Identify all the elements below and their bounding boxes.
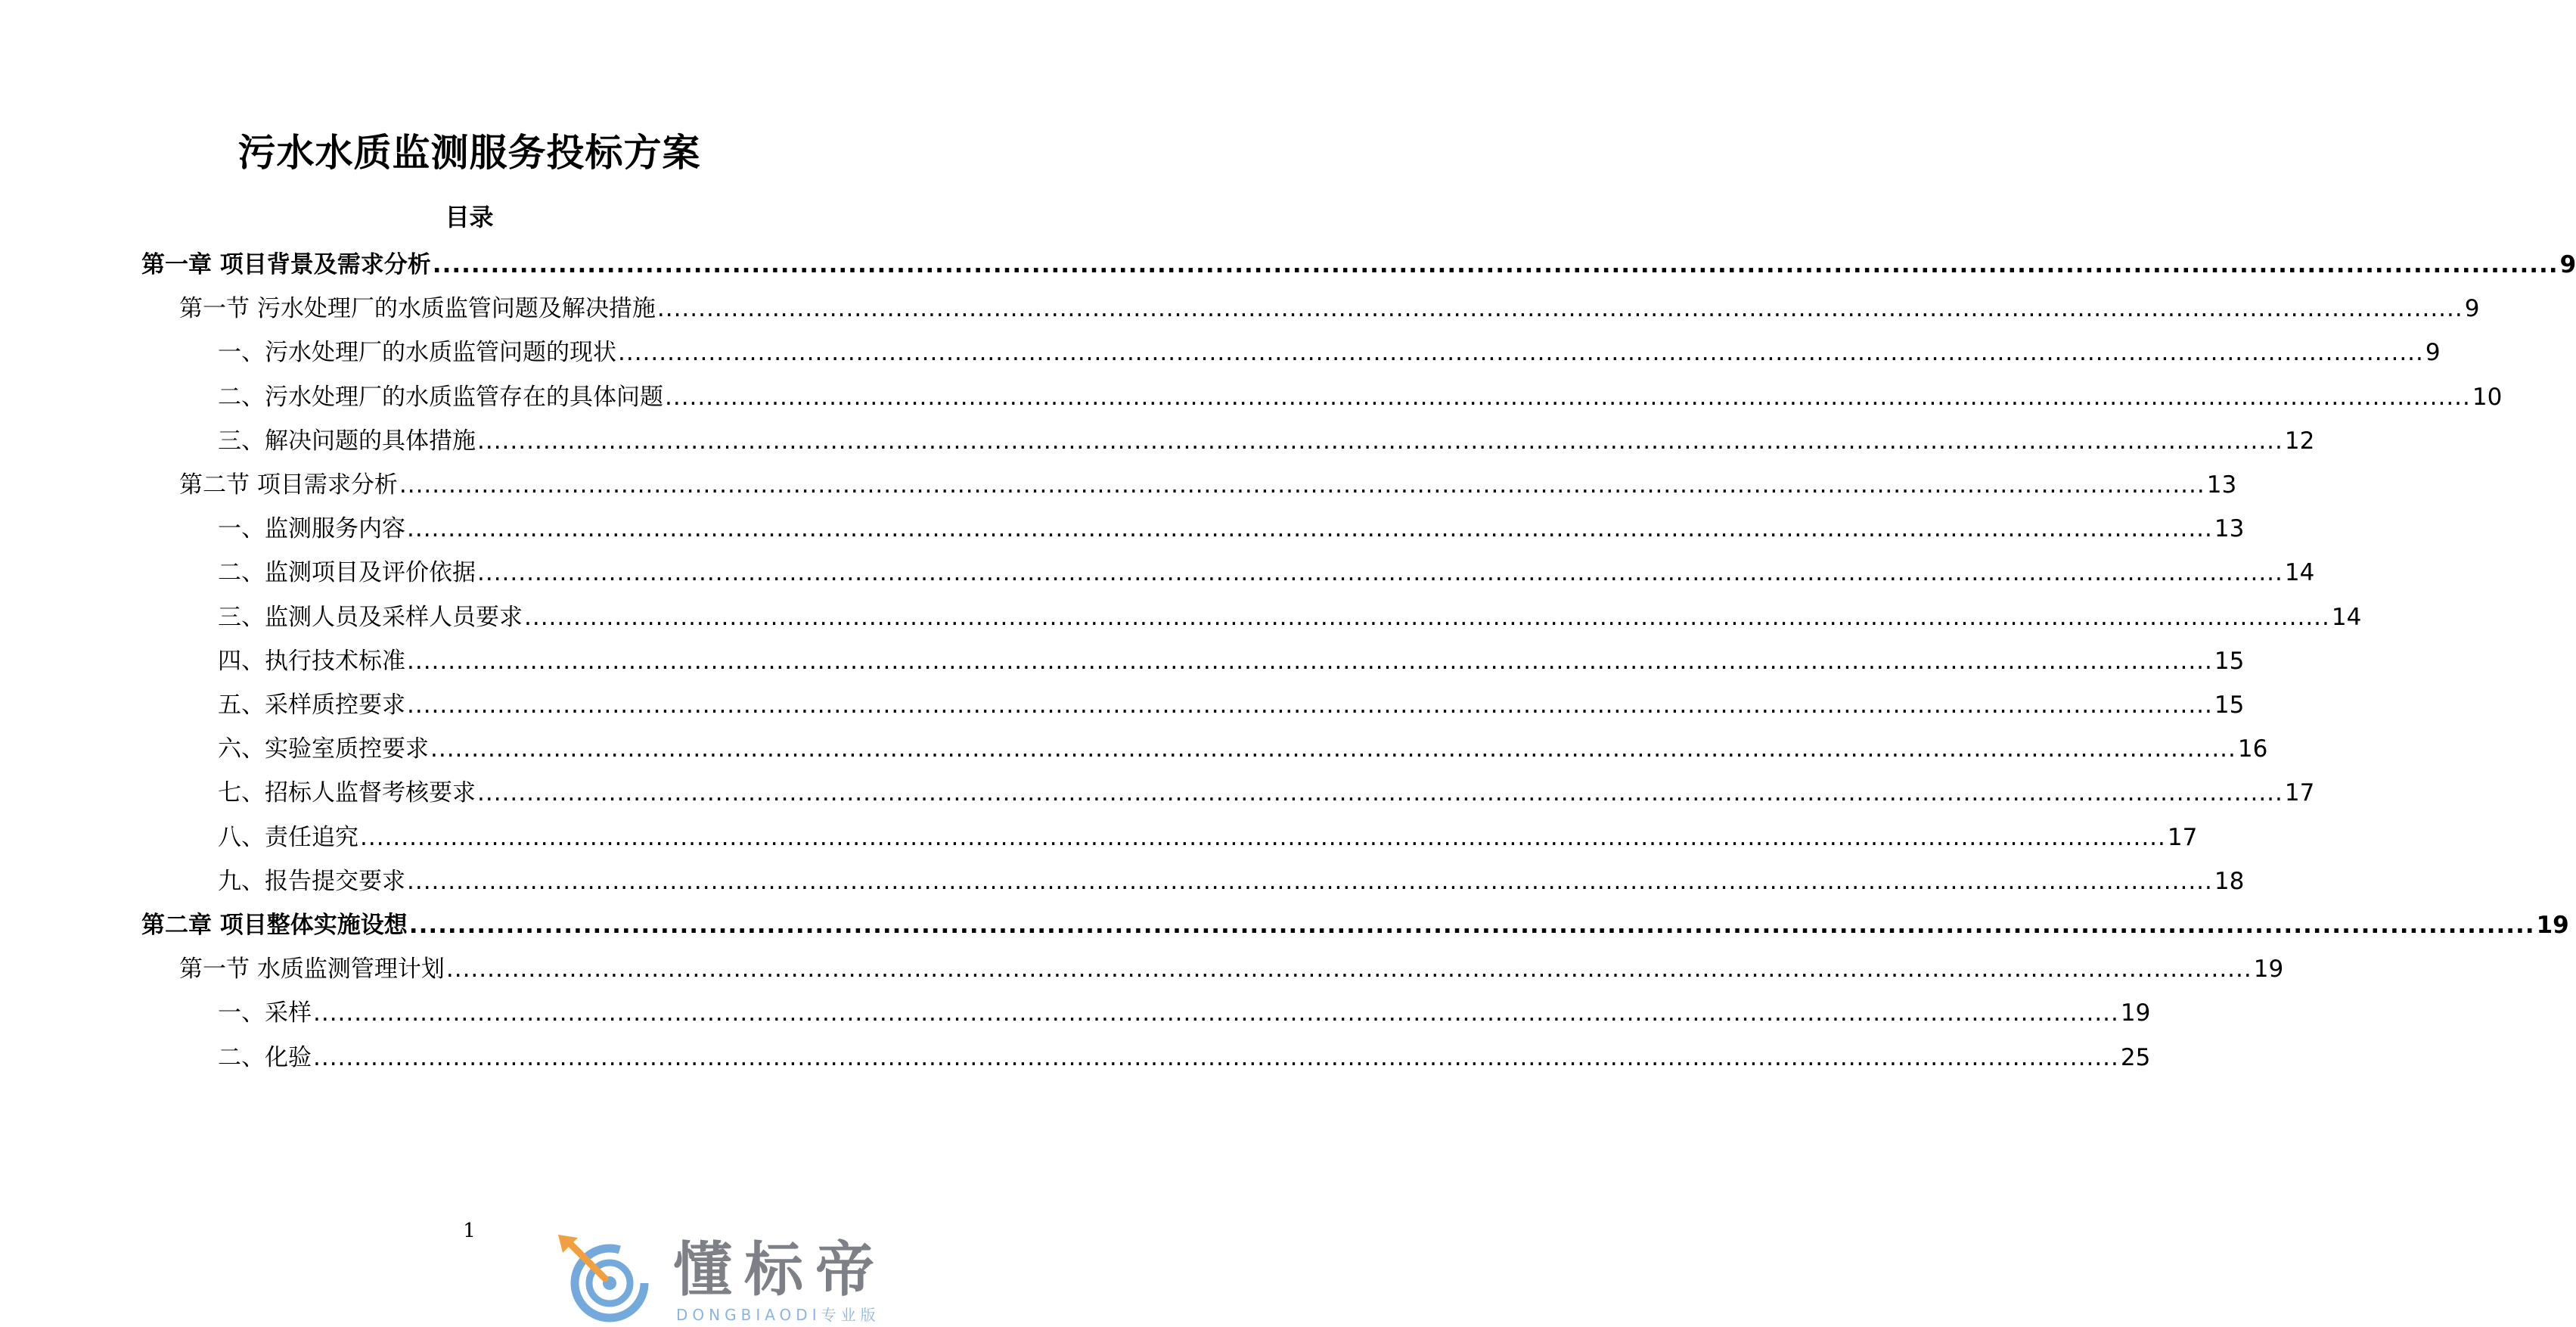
toc-entry-title: 第一节 水质监测管理计划 [179, 956, 445, 984]
toc-entry[interactable] [218, 996, 2151, 1030]
toc-entry-page: 17 [2167, 823, 2198, 851]
toc-entry[interactable] [218, 556, 2315, 589]
toc-entry-page: 13 [2214, 515, 2245, 543]
toc-entry-page: 14 [2331, 603, 2362, 631]
toc-entry-title: 二、污水处理厂的水质监管存在的具体问题 [218, 383, 663, 411]
toc-entry-title: 一、监测服务内容 [218, 515, 405, 543]
toc-entry-title: 六、实验室质控要求 [218, 735, 429, 763]
toc-entry[interactable] [218, 776, 2315, 810]
toc-entry[interactable] [179, 953, 2284, 986]
toc-entry-title: 三、监测人员及采样人员要求 [218, 603, 523, 631]
toc-dot-leader: ............................................................................................................................................................................................................................ [313, 1043, 2119, 1071]
toc-entry-title: 八、责任追究 [218, 823, 358, 851]
toc-entry[interactable] [218, 512, 2245, 545]
toc-entry-title: 一、污水处理厂的水质监管问题的现状 [218, 339, 616, 367]
toc-entry[interactable] [141, 248, 2576, 281]
toc-entry[interactable] [141, 909, 2569, 942]
toc-entry-title: 九、报告提交要求 [218, 867, 405, 895]
toc-entry-title: 第一节 污水处理厂的水质监管问题及解决措施 [179, 295, 656, 323]
toc-entry[interactable] [218, 732, 2268, 766]
toc-entry[interactable] [218, 336, 2441, 369]
toc-entry-title: 七、招标人监督考核要求 [218, 779, 476, 807]
toc-entry-title: 四、执行技术标准 [218, 647, 405, 675]
watermark-logo [558, 1235, 921, 1324]
toc-entry-title: 五、采样质控要求 [218, 691, 405, 719]
toc-entry-page: 12 [2284, 427, 2315, 455]
toc-entry-page: 19 [2253, 956, 2284, 984]
toc-entry-page: 19 [2536, 912, 2569, 939]
toc-entry-page: 25 [2120, 1043, 2151, 1071]
watermark-brand-name: 懂标帝 [673, 1236, 887, 1304]
toc-entry[interactable] [179, 468, 2237, 502]
toc-entry-page: 14 [2284, 559, 2315, 587]
toc-entry[interactable] [179, 292, 2480, 325]
toc-entry-page: 10 [2472, 383, 2503, 411]
toc-dot-leader: ............................................................................................................................................................................................................................ [360, 823, 2166, 851]
toc-entry-page: 9 [2425, 339, 2441, 367]
toc-entry-title: 二、化验 [218, 1043, 312, 1071]
toc-entry-title: 三、解决问题的具体措施 [218, 427, 476, 455]
toc-entry[interactable] [218, 424, 2315, 458]
toc-entry-page: 9 [2559, 251, 2576, 278]
toc-entry-page: 13 [2206, 471, 2237, 499]
toc-entry-page: 18 [2214, 867, 2245, 895]
toc-dot-leader: ............................................................................................................................................................................................................................ [407, 691, 2213, 719]
toc-dot-leader: ............................................................................................................................................................................................................................ [477, 427, 2283, 455]
toc-entry[interactable] [218, 601, 2362, 634]
toc-dot-leader: ............................................................................................................................................................................................................................ [656, 295, 2463, 323]
toc-dot-leader: ............................................................................................................................................................................................................................ [313, 999, 2119, 1027]
toc-entry-title: 二、监测项目及评价依据 [218, 559, 476, 587]
toc-entry[interactable] [218, 645, 2245, 678]
toc-entry[interactable] [218, 821, 2198, 854]
toc-dot-leader: ............................................................................................................................................................................................................................ [477, 559, 2283, 587]
toc-entry[interactable] [218, 1041, 2151, 1074]
toc-entry-title: 一、采样 [218, 999, 312, 1027]
toc-dot-leader: ............................................................................................................................................................................................................................ [445, 956, 2252, 984]
toc-entry[interactable] [218, 688, 2245, 722]
toc-entry-page: 9 [2464, 295, 2480, 323]
toc-entry-page: 15 [2214, 691, 2245, 719]
target-logo-icon [558, 1235, 664, 1324]
page-number: 1 [463, 1220, 476, 1242]
toc-entry-title: 第二节 项目需求分析 [179, 471, 398, 499]
toc-entry-title: 第一章 项目背景及需求分析 [141, 251, 431, 278]
toc-entry-page: 15 [2214, 647, 2245, 675]
toc-entry-title: 第二章 项目整体实施设想 [141, 912, 408, 939]
toc-entry-page: 16 [2237, 735, 2268, 763]
document-title: 污水水质监测服务投标方案 [237, 131, 701, 175]
toc-dot-leader: ............................................................................................................................................................................................................................ [407, 867, 2213, 895]
toc-dot-leader: ............................................................................................................................................................................................................................ [618, 339, 2424, 367]
watermark-brand-subtitle: DONGBIAODI专业版 [676, 1306, 880, 1324]
toc-dot-leader: ............................................................................................................................................................................................................................ [407, 515, 2213, 543]
toc-heading: 目录 [445, 203, 494, 232]
toc-dot-leader: ............................................................................................................................................................................................................................ [432, 251, 2559, 278]
toc-entry[interactable] [218, 381, 2503, 414]
toc-dot-leader: ............................................................................................................................................................................................................................ [399, 471, 2205, 499]
toc-entry-page: 19 [2120, 999, 2151, 1027]
toc-dot-leader: ............................................................................................................................................................................................................................ [665, 383, 2471, 411]
toc-dot-leader: ............................................................................................................................................................................................................................ [408, 912, 2535, 939]
toc-dot-leader: ............................................................................................................................................................................................................................ [477, 779, 2283, 807]
toc-entry[interactable] [218, 865, 2245, 898]
toc-dot-leader: ............................................................................................................................................................................................................................ [430, 735, 2236, 763]
toc-dot-leader: ............................................................................................................................................................................................................................ [407, 647, 2213, 675]
toc-entry-page: 17 [2284, 779, 2315, 807]
toc-dot-leader: ............................................................................................................................................................................................................................ [524, 603, 2330, 631]
